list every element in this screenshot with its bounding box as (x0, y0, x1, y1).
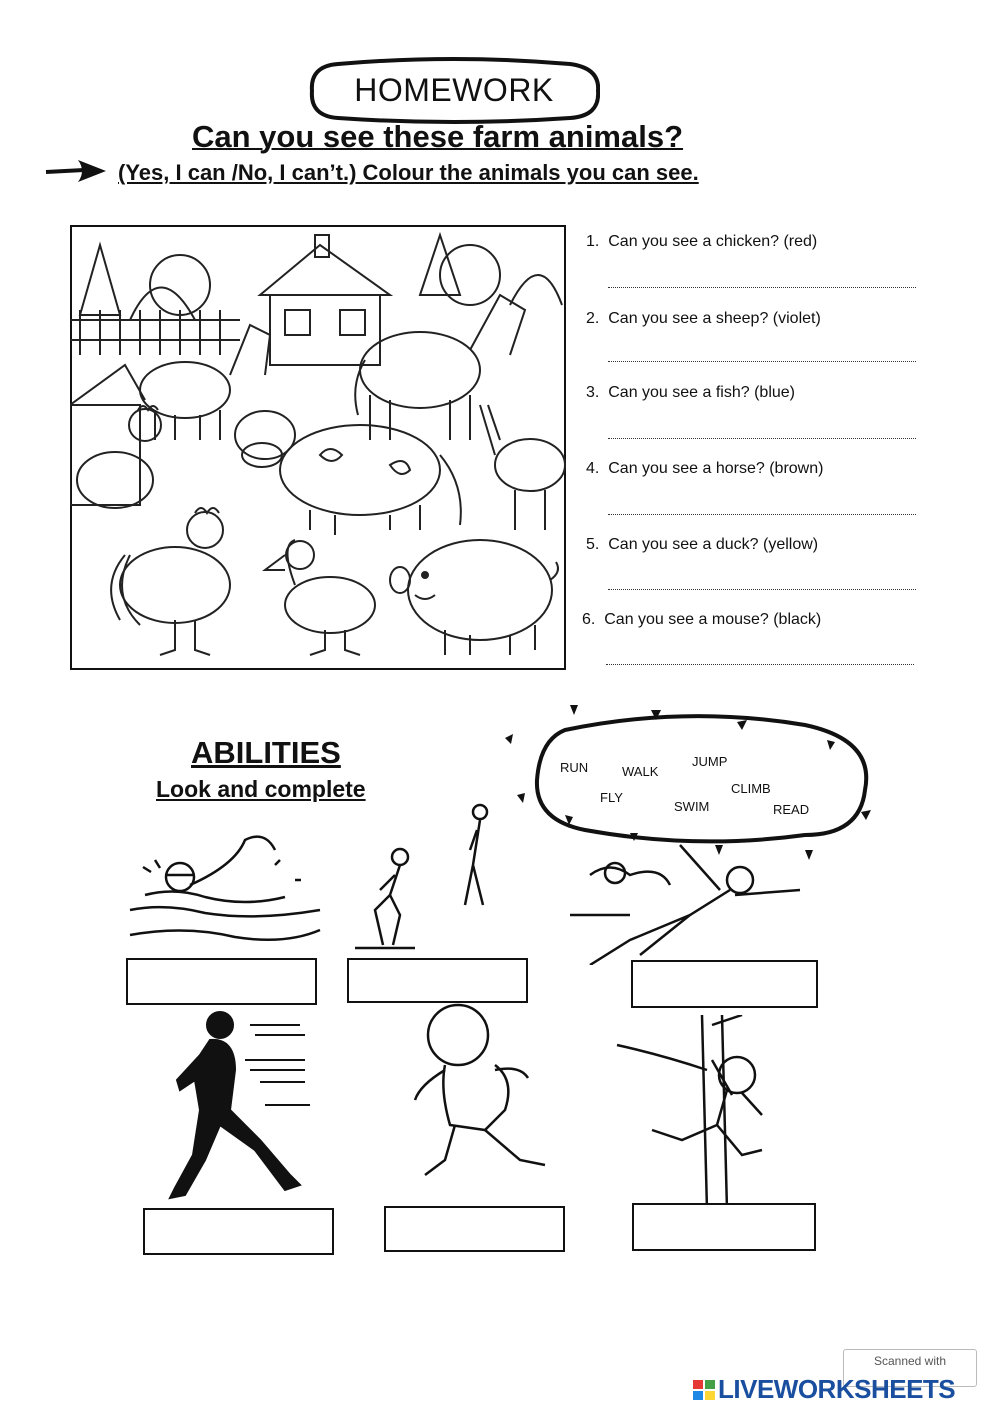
question-5-text: Can you see a duck? (yellow) (608, 536, 819, 553)
answer-line-4[interactable] (608, 514, 916, 515)
question-2-text: Can you see a sheep? (violet) (608, 310, 821, 327)
question-4-number: 4. (586, 460, 600, 477)
question-6-text: Can you see a mouse? (black) (604, 611, 822, 628)
question-1-number: 1. (586, 233, 600, 250)
jumping-boy-illustration (355, 800, 505, 950)
answer-line-6[interactable] (606, 664, 914, 665)
word-swim: SWIM (674, 799, 710, 814)
liveworksheets-brand: LIVEWORKSHEETS (718, 1374, 956, 1404)
page-title: Can you see these farm animals? (192, 119, 684, 154)
question-1-text: Can you see a chicken? (red) (608, 233, 818, 250)
abilities-subtitle: Look and complete (156, 776, 366, 802)
question-6-number: 6. (582, 611, 596, 628)
question-3 (586, 384, 795, 402)
question-2 (586, 310, 821, 328)
word-jump: JUMP (692, 754, 728, 769)
flying-boy-illustration (570, 835, 830, 965)
swimmer-illustration (125, 825, 325, 955)
scanned-with-label: Scanned with (873, 1354, 947, 1368)
question-5-number: 5. (586, 536, 600, 553)
question-6 (582, 611, 821, 629)
question-2-number: 2. (586, 310, 600, 327)
answer-box-jump[interactable] (347, 958, 528, 1003)
running-man-illustration (165, 1010, 315, 1205)
farm-animals-illustration (70, 225, 566, 670)
word-walk: WALK (622, 764, 659, 779)
answer-line-5[interactable] (608, 589, 916, 590)
walking-man-illustration (410, 1000, 555, 1190)
answer-box-fly[interactable] (631, 960, 818, 1008)
homework-label: HOMEWORK (354, 72, 554, 108)
question-3-number: 3. (586, 384, 600, 401)
abilities-title: ABILITIES (191, 735, 341, 770)
word-fly: FLY (600, 790, 623, 805)
word-read: READ (773, 802, 810, 817)
answer-box-walk[interactable] (384, 1206, 565, 1252)
climbing-boy-illustration (612, 1015, 777, 1210)
answer-box-swim[interactable] (126, 958, 317, 1005)
answer-line-2[interactable] (608, 361, 916, 362)
question-3-text: Can you see a fish? (blue) (608, 384, 796, 401)
question-4-text: Can you see a horse? (brown) (608, 460, 824, 477)
answer-line-3[interactable] (608, 438, 916, 439)
answer-box-climb[interactable] (632, 1203, 816, 1251)
question-5 (586, 536, 818, 554)
word-run: RUN (560, 760, 589, 775)
arrow-icon (44, 158, 108, 184)
answer-line-1[interactable] (608, 287, 916, 288)
question-4 (586, 460, 823, 478)
instructions: (Yes, I can /No, I can’t.) Colour the animals you can see. (118, 160, 699, 185)
answer-box-run[interactable] (143, 1208, 334, 1255)
question-1 (586, 233, 817, 251)
word-climb: CLIMB (731, 781, 771, 796)
liveworksheets-logo-icon (693, 1380, 715, 1400)
